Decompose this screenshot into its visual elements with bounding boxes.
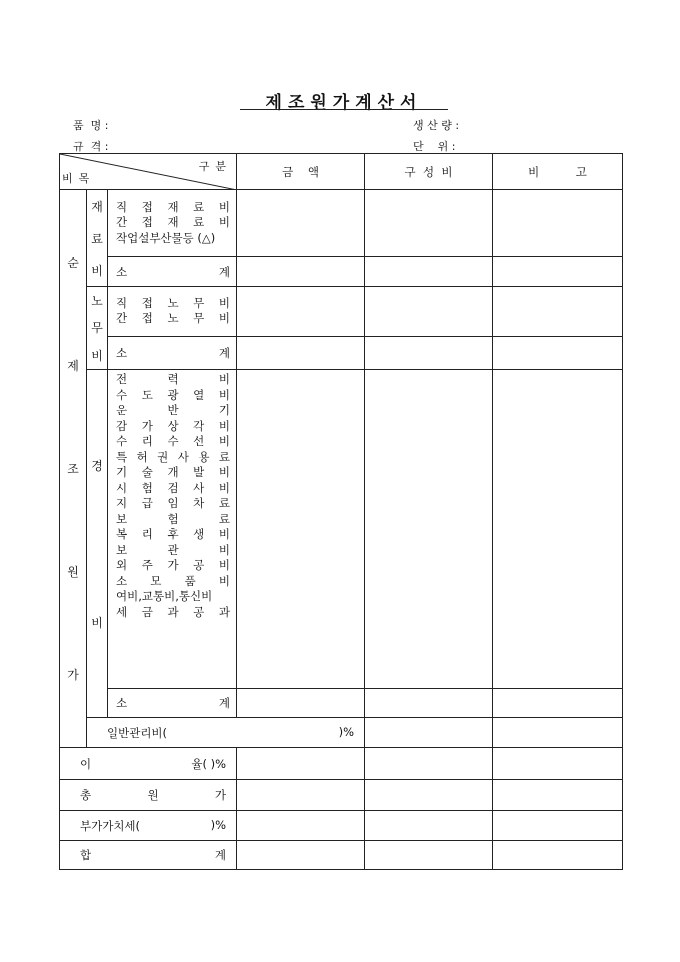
item-char: 공 xyxy=(193,604,205,619)
item-char: 비 xyxy=(218,295,230,310)
direct-material-cost xyxy=(116,200,230,216)
expense-label: 경 비 xyxy=(87,370,108,718)
item-char: 리 xyxy=(141,527,153,541)
ratio-cell[interactable] xyxy=(365,370,493,689)
item-char: 접 xyxy=(141,215,153,230)
note-cell[interactable] xyxy=(493,689,623,718)
note-cell[interactable] xyxy=(493,336,623,369)
labor-items xyxy=(108,287,237,337)
item-char: 임 xyxy=(167,496,179,510)
note-cell[interactable] xyxy=(493,287,623,337)
item-char: 발 xyxy=(193,465,205,479)
material-subtotal-row xyxy=(60,257,623,287)
item-char: 열 xyxy=(193,387,205,402)
item-char: 사 xyxy=(177,449,189,464)
ratio-cell[interactable] xyxy=(365,336,493,369)
net-manufacturing-cost-label: 순 제 조 원 가 xyxy=(60,190,87,748)
ratio-cell[interactable] xyxy=(365,811,493,841)
item-char: 권 xyxy=(157,449,169,464)
item-header: 비목 xyxy=(62,172,96,185)
grand-total-row xyxy=(60,841,623,870)
note-cell[interactable] xyxy=(493,257,623,287)
item-char: 료 xyxy=(218,511,231,526)
insurance-cost xyxy=(116,512,230,528)
labor-subtotal-label: 소 계 xyxy=(116,345,231,360)
item-char: 광 xyxy=(167,387,179,402)
production-quantity-label: 생 산 량 : xyxy=(413,119,460,132)
ratio-cell[interactable] xyxy=(365,748,493,780)
amount-cell[interactable] xyxy=(237,811,365,841)
item-char: 시 xyxy=(116,480,128,495)
item-char: 수 xyxy=(167,434,179,448)
corner-cell xyxy=(60,154,237,190)
item-char: 수 xyxy=(116,387,128,402)
item-char: 노 xyxy=(167,295,179,310)
total-cost-label: 총 원 가 xyxy=(80,788,227,802)
item-char: 재 xyxy=(167,215,179,230)
item-char: 세 xyxy=(116,604,128,619)
item-char: 비 xyxy=(218,465,230,479)
item-char: 비 xyxy=(218,311,230,326)
vat-label: 부가가치세( )% xyxy=(80,817,227,833)
item-char: 급 xyxy=(141,496,153,510)
amount-cell[interactable] xyxy=(237,370,365,689)
title-underline xyxy=(240,109,448,110)
item-char: 비 xyxy=(218,199,230,214)
utilities-cost xyxy=(116,388,230,404)
item-char: 보 xyxy=(116,542,128,557)
depreciation-cost xyxy=(116,419,230,435)
taxes-dues xyxy=(116,605,230,621)
amount-cell[interactable] xyxy=(365,718,493,748)
item-char: 용 xyxy=(198,449,210,464)
expense-items xyxy=(108,370,237,689)
admin-expense-label: 일반관리비( )% xyxy=(107,724,355,740)
item-char: 각 xyxy=(193,418,205,433)
ratio-cell[interactable] xyxy=(365,780,493,811)
item-char: 반 xyxy=(167,403,179,417)
item-char: 접 xyxy=(141,311,153,326)
document-title: 제조원가계산서 xyxy=(265,93,423,113)
labor-cost-label: 노 무 비 xyxy=(87,287,108,370)
note-cell[interactable] xyxy=(493,811,623,841)
item-char: 료 xyxy=(218,449,230,464)
total-cost-row xyxy=(60,780,623,811)
item-char: 비 xyxy=(218,527,230,541)
cost-statement-table xyxy=(59,153,623,870)
item-char: 도 xyxy=(141,387,153,402)
spec-label: 규 격 : xyxy=(73,140,109,153)
indirect-material-cost xyxy=(116,215,230,231)
item-char: 상 xyxy=(167,418,179,433)
header-row xyxy=(60,154,623,190)
item-char: 직 xyxy=(116,199,128,214)
patent-royalty xyxy=(116,450,230,466)
item-char: 사 xyxy=(193,480,205,495)
inspection-cost xyxy=(116,481,230,497)
category-header: 구분 xyxy=(198,160,233,173)
item-char: 직 xyxy=(116,295,128,310)
item-char: 비 xyxy=(218,480,230,495)
item-char: 간 xyxy=(116,215,128,230)
material-subtotal-label: 소 계 xyxy=(116,264,231,279)
item-char: 과 xyxy=(167,604,179,619)
item-char: 접 xyxy=(141,295,153,310)
ratio-cell[interactable] xyxy=(365,287,493,337)
item-char: 과 xyxy=(218,604,230,619)
note-cell[interactable] xyxy=(493,190,623,257)
material-items xyxy=(108,190,237,257)
direct-labor-cost xyxy=(116,296,230,312)
profit-row xyxy=(60,748,623,780)
vat-row xyxy=(60,811,623,841)
electricity-cost xyxy=(116,372,230,388)
amount-cell[interactable] xyxy=(237,287,365,337)
note-cell[interactable] xyxy=(493,748,623,780)
item-char: 수 xyxy=(116,434,128,448)
note-cell[interactable] xyxy=(493,370,623,689)
item-char: 품 xyxy=(184,573,196,588)
material-cost-label: 재 료 비 xyxy=(87,190,108,287)
item-char: 외 xyxy=(116,558,128,572)
grand-total-label: 합 계 xyxy=(80,848,227,862)
item-char: 비 xyxy=(218,573,230,588)
item-char: 비 xyxy=(218,558,230,572)
labor-subtotal-row xyxy=(60,336,623,369)
ratio-cell[interactable] xyxy=(493,718,623,748)
ratio-header: 구 성 비 xyxy=(365,154,493,190)
byproduct-deduction: 작업설부산물등 (△) xyxy=(116,230,216,245)
item-char: 접 xyxy=(141,199,153,214)
expense-subtotal-label: 소 계 xyxy=(116,696,231,710)
unit-label: 단 위 : xyxy=(413,140,456,153)
item-char: 비 xyxy=(218,434,230,448)
material-items-row xyxy=(60,190,623,257)
item-char: 재 xyxy=(167,199,179,214)
travel-communication-cost: 여비,교통비,통신비 xyxy=(116,589,213,603)
amount-cell[interactable] xyxy=(237,336,365,369)
item-char: 무 xyxy=(193,311,205,326)
item-char: 비 xyxy=(218,387,230,402)
item-char: 개 xyxy=(167,465,179,479)
item-char: 공 xyxy=(193,558,205,572)
storage-cost xyxy=(116,543,230,559)
amount-cell[interactable] xyxy=(237,841,365,870)
item-char: 료 xyxy=(193,215,205,230)
ratio-cell[interactable] xyxy=(365,190,493,257)
labor-items-row xyxy=(60,287,623,337)
expense-subtotal-row xyxy=(60,689,623,718)
ratio-cell[interactable] xyxy=(365,257,493,287)
ratio-cell[interactable] xyxy=(365,689,493,718)
item-char: 후 xyxy=(167,527,179,541)
repair-cost xyxy=(116,434,230,450)
expense-items-row xyxy=(60,370,623,689)
item-char: 특 xyxy=(116,449,128,464)
rental-cost xyxy=(116,496,230,512)
consumables-cost xyxy=(116,574,230,590)
amount-header: 금 액 xyxy=(237,154,365,190)
item-char: 간 xyxy=(116,311,128,326)
amount-cell[interactable] xyxy=(237,780,365,811)
item-char: 검 xyxy=(167,480,179,495)
item-char: 비 xyxy=(218,372,231,386)
item-char: 금 xyxy=(141,604,153,619)
item-char: 관 xyxy=(167,542,179,557)
item-char: 비 xyxy=(218,542,231,557)
item-char: 보 xyxy=(116,511,128,526)
item-char: 허 xyxy=(136,449,148,464)
item-char: 운 xyxy=(116,403,128,417)
note-cell[interactable] xyxy=(493,841,623,870)
ratio-cell[interactable] xyxy=(365,841,493,870)
amount-cell[interactable] xyxy=(237,190,365,257)
item-char: 선 xyxy=(193,434,205,448)
profit-label: 이 율( )% xyxy=(80,756,227,771)
item-char: 차 xyxy=(193,496,205,510)
item-char: 복 xyxy=(116,527,128,541)
item-char: 감 xyxy=(116,418,128,433)
item-char: 험 xyxy=(167,511,179,526)
item-char: 전 xyxy=(116,372,128,386)
item-char: 무 xyxy=(193,295,205,310)
transport-cost xyxy=(116,403,230,419)
amount-cell[interactable] xyxy=(237,257,365,287)
item-char: 지 xyxy=(116,496,128,510)
amount-cell[interactable] xyxy=(237,748,365,780)
item-char: 험 xyxy=(141,480,153,495)
item-char: 리 xyxy=(141,434,153,448)
item-char: 비 xyxy=(218,418,230,433)
item-char: 주 xyxy=(141,558,153,572)
item-char: 기 xyxy=(116,465,128,479)
item-char: 료 xyxy=(218,496,230,510)
item-char: 술 xyxy=(141,465,153,479)
item-char: 기 xyxy=(218,403,231,417)
product-name-label: 품 명 : xyxy=(73,119,109,132)
item-char: 가 xyxy=(167,558,179,572)
indirect-labor-cost xyxy=(116,311,230,327)
item-char: 생 xyxy=(193,527,205,541)
outsourcing-cost xyxy=(116,558,230,574)
note-cell[interactable] xyxy=(493,780,623,811)
item-char: 소 xyxy=(116,573,128,588)
item-char: 력 xyxy=(167,372,179,386)
item-char: 가 xyxy=(141,418,153,433)
rnd-cost xyxy=(116,465,230,481)
item-char: 비 xyxy=(218,215,230,230)
note-header: 비 고 xyxy=(493,154,623,190)
amount-cell[interactable] xyxy=(237,689,365,718)
admin-expense-row xyxy=(60,718,623,748)
item-char: 료 xyxy=(193,199,205,214)
welfare-cost xyxy=(116,527,230,543)
item-char: 모 xyxy=(150,573,162,588)
item-char: 노 xyxy=(167,311,179,326)
